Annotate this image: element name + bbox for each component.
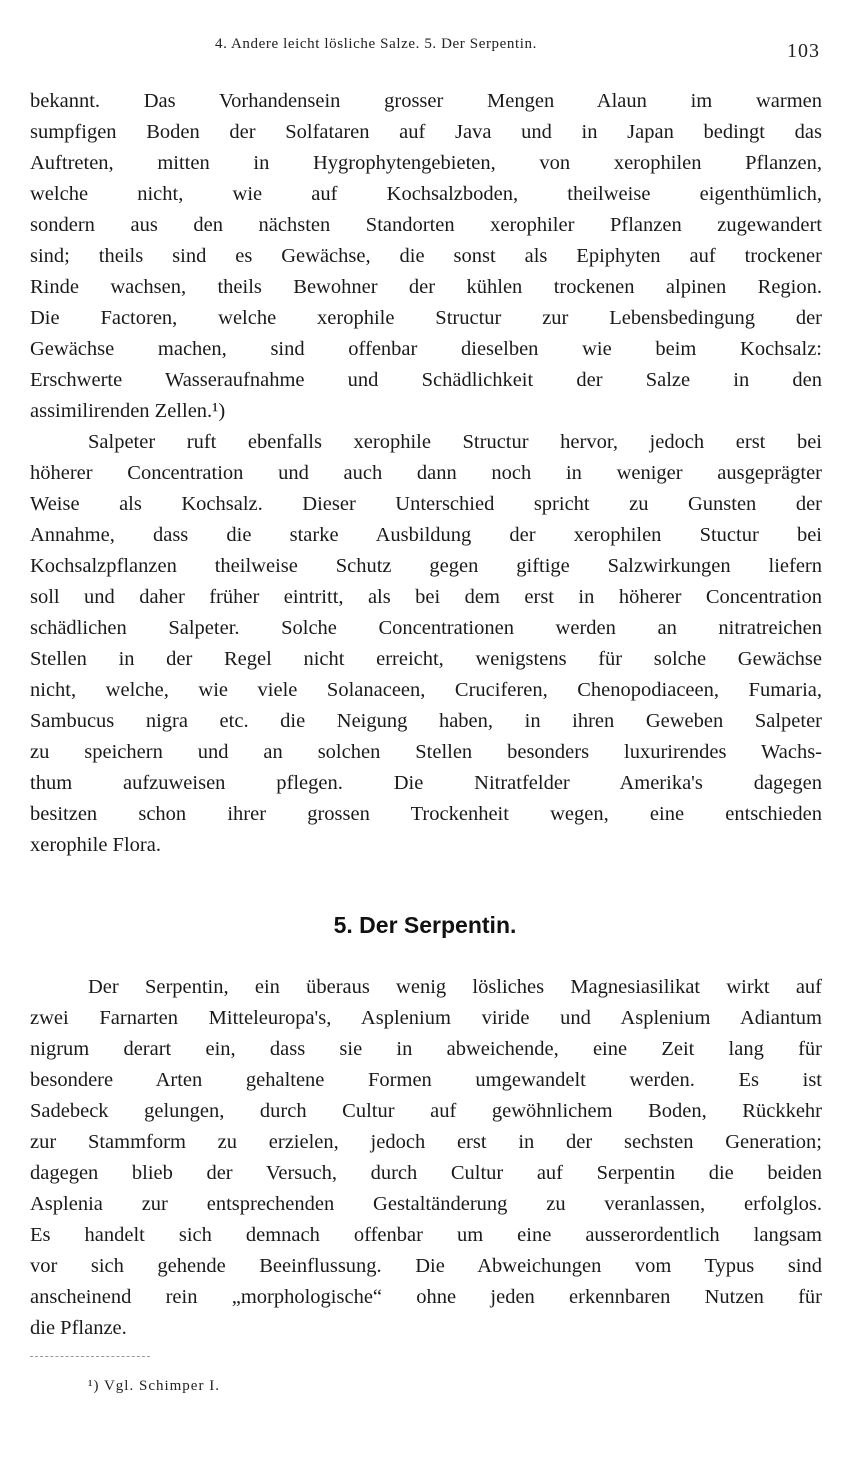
text-line: Erschwerte Wasseraufnahme und Schädlichkeit der Salze in den	[30, 369, 822, 391]
text-line: Die Factoren, welche xerophile Structur zur Lebensbedingung der	[30, 307, 822, 329]
text-line: anscheinend rein „morphologische“ ohne jeden erkennbaren Nutzen für	[30, 1286, 822, 1308]
text-line: zwei Farnarten Mitteleuropa's, Asplenium viride und Asplenium Adiantum	[30, 1007, 822, 1029]
section-4-text	[30, 86, 822, 861]
running-head: 4. Andere leicht lösliche Salze. 5. Der Serpentin.	[215, 36, 537, 52]
page-header	[0, 36, 850, 66]
text-line: soll und daher früher eintritt, als bei dem erst in höherer Concentration	[30, 586, 822, 608]
text-line: die Pflanze.	[30, 1317, 127, 1339]
text-line: Gewächse machen, sind offenbar dieselben wie beim Kochsalz:	[30, 338, 822, 360]
text-line: besitzen schon ihrer grossen Trockenheit wegen, eine entschieden	[30, 803, 822, 825]
text-line: Auftreten, mitten in Hygrophytengebieten, von xerophilen Pflanzen,	[30, 152, 822, 174]
text-line: dagegen blieb der Versuch, durch Cultur auf Serpentin die beiden	[30, 1162, 822, 1184]
text-line: welche nicht, wie auf Kochsalzboden, theilweise eigenthümlich,	[30, 183, 822, 205]
section-5-text	[30, 972, 822, 1344]
text-line: besondere Arten gehaltene Formen umgewandelt werden. Es ist	[30, 1069, 822, 1091]
text-line: zu speichern und an solchen Stellen besonders luxurirendes Wachs-	[30, 741, 822, 763]
text-line: Salpeter ruft ebenfalls xerophile Structur hervor, jedoch erst bei	[88, 431, 822, 453]
text-line: sumpfigen Boden der Solfataren auf Java und in Japan bedingt das	[30, 121, 822, 143]
footnote: ¹) Vgl. Schimper I.	[88, 1378, 220, 1394]
footnote-rule	[30, 1356, 150, 1357]
text-line: nicht, welche, wie viele Solanaceen, Cruciferen, Chenopodiaceen, Fumaria,	[30, 679, 822, 701]
text-line: sondern aus den nächsten Standorten xerophiler Pflanzen zugewandert	[30, 214, 822, 236]
text-line: schädlichen Salpeter. Solche Concentrationen werden an nitratreichen	[30, 617, 822, 639]
text-line: assimilirenden Zellen.¹)	[30, 400, 226, 422]
text-line: Sadebeck gelungen, durch Cultur auf gewöhnlichem Boden, Rückkehr	[30, 1100, 822, 1122]
text-line: thum aufzuweisen pflegen. Die Nitratfelder Amerika's dagegen	[30, 772, 822, 794]
text-line: Annahme, dass die starke Ausbildung der xerophilen Stuctur bei	[30, 524, 822, 546]
text-line: xerophile Flora.	[30, 834, 161, 856]
text-line: Sambucus nigra etc. die Neigung haben, in ihren Geweben Salpeter	[30, 710, 822, 732]
text-line: Kochsalzpflanzen theilweise Schutz gegen giftige Salzwirkungen liefern	[30, 555, 822, 577]
text-line: Asplenia zur entsprechenden Gestaltänderung zu veranlassen, erfolglos.	[30, 1193, 822, 1215]
text-line: vor sich gehende Beeinflussung. Die Abweichungen vom Typus sind	[30, 1255, 822, 1277]
text-line: Es handelt sich demnach offenbar um eine ausserordentlich langsam	[30, 1224, 822, 1246]
text-line: Rinde wachsen, theils Bewohner der kühlen trockenen alpinen Region.	[30, 276, 822, 298]
text-line: zur Stammform zu erzielen, jedoch erst in der sechsten Generation;	[30, 1131, 822, 1153]
text-line: bekannt. Das Vorhandensein grosser Mengen Alaun im warmen	[30, 90, 822, 112]
section-heading: 5. Der Serpentin.	[333, 912, 517, 938]
page-number: 103	[787, 40, 820, 62]
text-line: Der Serpentin, ein überaus wenig lösliches Magnesiasilikat wirkt auf	[88, 976, 822, 998]
text-line: höherer Concentration und auch dann noch in weniger ausgeprägter	[30, 462, 822, 484]
text-line: sind; theils sind es Gewächse, die sonst als Epiphyten auf trockener	[30, 245, 822, 267]
text-line: Weise als Kochsalz. Dieser Unterschied spricht zu Gunsten der	[30, 493, 822, 515]
text-line: Stellen in der Regel nicht erreicht, wenigstens für solche Gewächse	[30, 648, 822, 670]
text-line: nigrum derart ein, dass sie in abweichende, eine Zeit lang für	[30, 1038, 822, 1060]
